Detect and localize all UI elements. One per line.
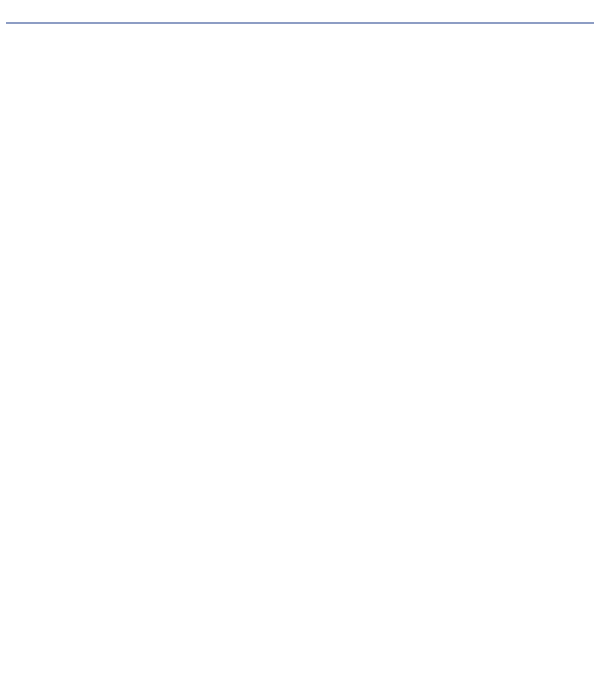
page-header bbox=[0, 0, 600, 20]
forecast-table bbox=[6, 22, 594, 24]
